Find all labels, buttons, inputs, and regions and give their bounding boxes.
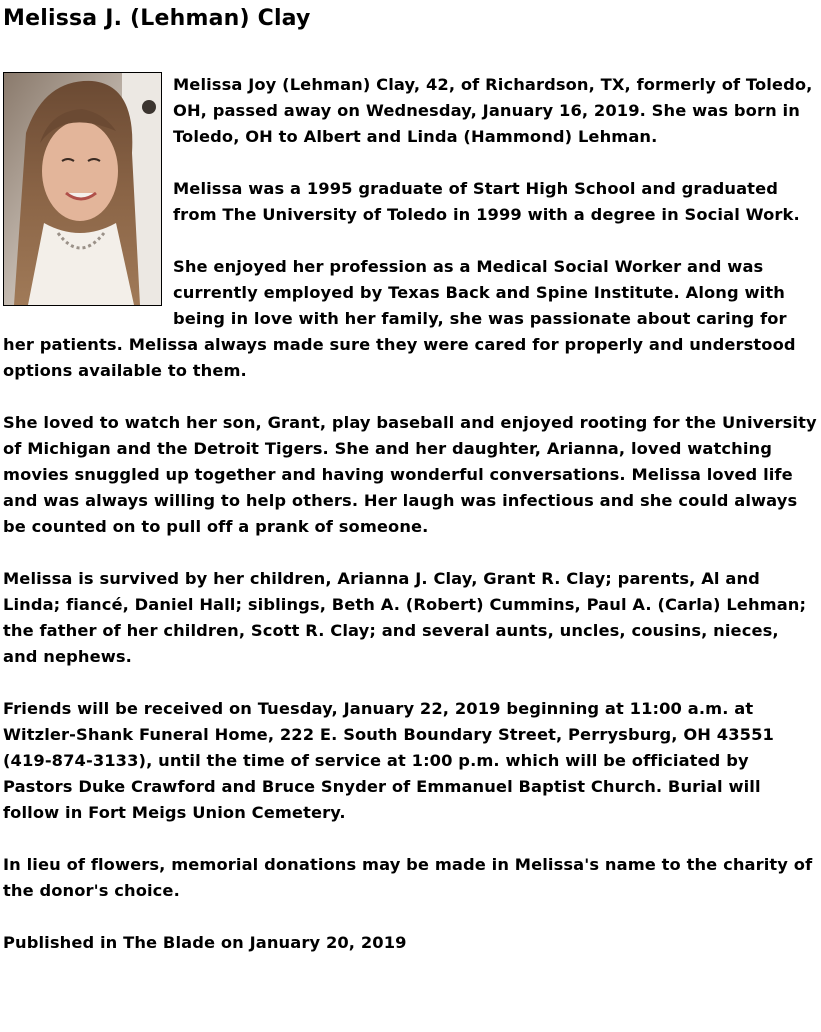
paragraph-survivors: Melissa is survived by her children, Arianna J. Clay, Grant R. Clay; parents, Al and Linda; fiancé, Daniel Hall; siblings, Beth A. (Robert) Cummins, Paul A. (Carla) Lehman; the father of her children, Scott R. Clay; and several aunts, uncles, cousins, nieces, and nephews. (3, 569, 807, 666)
page-title: Melissa J. (Lehman) Clay (3, 6, 311, 31)
paragraph-services: Friends will be received on Tuesday, January 22, 2019 beginning at 11:00 a.m. at Witzler-Shank Funeral Home, 222 E. South Boundary Street, Perrysburg, OH 43551 (419-874-3133), until the time of service at 1:00 p.m. which will be officiated by Pastors Duke Crawford and Bruce Snyder of Emmanuel Baptist Church. Burial will follow in Fort Meigs Union Cemetery. (3, 699, 774, 822)
paragraph-family-life: She loved to watch her son, Grant, play baseball and enjoyed rooting for the University of Michigan and the Detroit Tigers. She and her daughter, Arianna, loved watching movies snuggled up together and having wonderful conversations. Melissa loved life and was always willing to help others. Her laugh was infectious and she could always be counted on to pull off a prank of someone. (3, 413, 817, 536)
paragraph-education: Melissa was a 1995 graduate of Start High School and graduated from The University of Toledo in 1999 with a degree in Social Work. (173, 179, 800, 224)
paragraph-donations: In lieu of flowers, memorial donations may be made in Melissa's name to the charity of the donor's choice. (3, 855, 813, 900)
obituary-page (3, 4, 818, 956)
publication-note: Published in The Blade on January 20, 2019 (3, 933, 407, 952)
portrait-illustration (4, 73, 161, 305)
paragraph-intro: Melissa Joy (Lehman) Clay, 42, of Richardson, TX, formerly of Toledo, OH, passed away on Wednesday, January 16, 2019. She was born in Toledo, OH to Albert and Linda (Hammond) Lehman. (173, 75, 813, 146)
paragraph-career: She enjoyed her profession as a Medical Social Worker and was currently employed by Texas Back and Spine Institute. Along with being in love with her family, she was passionate about caring for her patients. Melissa always made sure they were cared for properly and understood options available to them. (3, 257, 796, 380)
obituary-body (3, 72, 818, 956)
portrait-photo (3, 72, 162, 306)
